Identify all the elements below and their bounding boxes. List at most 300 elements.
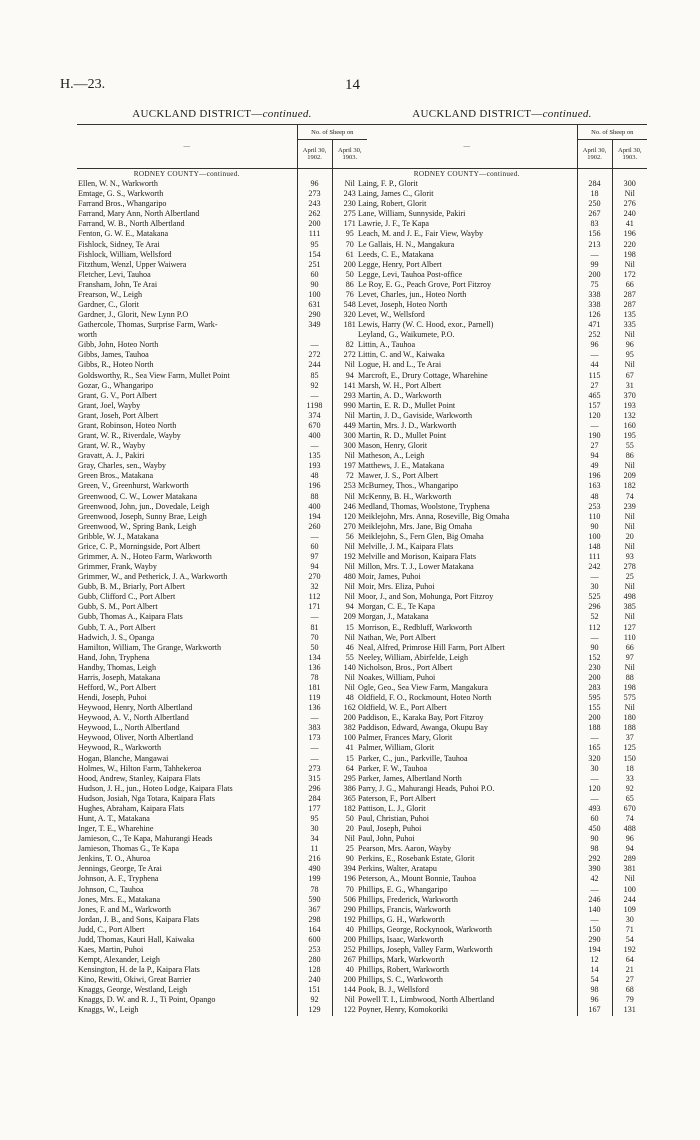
owner-cell: Phillips, Mark, Warkworth	[358, 955, 445, 965]
sheep-1903-cell: Nil	[332, 562, 367, 572]
owner-cell: Phillips, George, Rockynook, Warkworth	[358, 924, 492, 934]
table-row	[357, 723, 647, 733]
owner-cell: Hood, Andrew, Stanley, Kaipara Flats	[78, 773, 201, 783]
owner-cell: Heywood, R., Warkworth	[78, 743, 162, 753]
owner-cell: Phillips, Frederick, Warkworth	[358, 894, 458, 904]
sheep-1903-cell: 15	[332, 623, 367, 633]
sheep-1903-cell: 141	[332, 381, 367, 391]
owner-cell: Green, V., Greenhurst, Warkworth	[78, 481, 189, 491]
table-row	[357, 411, 647, 421]
sheep-1902-cell: 290	[577, 935, 612, 945]
table-body	[357, 169, 647, 1016]
sheep-1902-cell: 34	[297, 834, 332, 844]
owner-cell: Paul, Christian, Puhoi	[358, 814, 430, 823]
table-row	[357, 260, 647, 270]
sheep-1903-cell: 120	[332, 512, 367, 522]
table-row	[357, 774, 647, 784]
owner-cell: Parry, J. G., Mahurangi Heads, Puhoi P.O.	[358, 783, 495, 793]
sheep-1902-cell: 94	[297, 562, 332, 572]
sheep-1903-cell: 192	[332, 552, 367, 562]
table-row	[77, 179, 367, 189]
sheep-1903-cell: Nil	[332, 673, 367, 683]
sheep-1903-cell: 40	[332, 965, 367, 975]
owner-cell: Farrand, W. B., North Albertland	[78, 219, 185, 229]
sheep-1902-cell: —	[577, 885, 612, 895]
table-row	[77, 703, 367, 713]
owner-cell: Gray, Charles, sen., Wayby	[78, 461, 166, 471]
sheep-1903-cell: 267	[332, 955, 367, 965]
owner-cell: Hadwich, J. S., Opanga	[78, 632, 155, 642]
owner-cell: Hamilton, William, The Grange, Warkworth	[78, 642, 222, 652]
table-row	[357, 572, 647, 582]
table-row	[357, 743, 647, 753]
table-row	[77, 552, 367, 562]
sheep-1902-cell: 270	[297, 572, 332, 582]
owner-cell: Paddison, E., Karaka Bay, Port Fitzroy	[358, 713, 484, 723]
sheep-1902-cell: 27	[577, 441, 612, 451]
table-row	[77, 844, 367, 854]
owner-cell: Gubb, Thomas A., Kaipara Flats	[78, 612, 183, 622]
sheep-1903-cell: 287	[612, 290, 647, 300]
table-row	[357, 512, 647, 522]
owner-cell: Hudson, Josiah, Nga Totara, Kaipara Flats	[78, 793, 215, 803]
document-reference: H.—23.	[60, 77, 106, 92]
table-row	[77, 955, 367, 965]
table-row	[357, 532, 647, 542]
sheep-1902-cell: 284	[577, 179, 612, 189]
sheep-1903-cell: 506	[332, 895, 367, 905]
table-row	[357, 340, 647, 350]
owner-cell: Jenkins, T. O., Ahuroa	[78, 854, 151, 864]
table-row	[77, 270, 367, 280]
owner-cell: Holmes, W., Hilton Farm, Tahhekeroa	[78, 763, 202, 773]
owner-cell: Martin, Mrs. J. D., Warkworth	[358, 420, 457, 430]
owner-cell: Gibb, John, Hoteo North	[78, 340, 159, 350]
sheep-1902-cell: 12	[577, 955, 612, 965]
sheep-1902-cell: 140	[577, 905, 612, 915]
table-row	[357, 1005, 647, 1015]
sheep-1903-cell: 66	[612, 280, 647, 290]
sheep-1902-cell: 240	[297, 975, 332, 985]
table-row	[77, 391, 367, 401]
owner-cell: Knaggs, W., Leigh	[78, 1005, 139, 1015]
col-1903-header: April 30, 1903.	[332, 140, 367, 169]
sheep-1902-cell: —	[577, 572, 612, 582]
sheep-1902-cell: 90	[577, 522, 612, 532]
table-row	[357, 683, 647, 693]
owner-cell: Heywood, Oliver, North Albertland	[78, 733, 193, 743]
sheep-1902-cell: 90	[297, 280, 332, 290]
owner-cell: Gubb, B. M., Briarly, Port Albert	[78, 582, 185, 592]
sheep-1903-cell: 192	[612, 945, 647, 955]
sheep-1903-cell: 96	[612, 340, 647, 350]
table-row	[77, 754, 367, 764]
sheep-1902-cell: —	[577, 774, 612, 784]
owner-cell: Martin, R. D., Mullet Point	[358, 431, 447, 441]
owner-cell: Hughes, Abraham, Kaipara Flats	[78, 803, 184, 813]
table-row	[357, 401, 647, 411]
table-row	[77, 411, 367, 421]
sheep-1902-cell: 18	[577, 189, 612, 199]
sheep-1903-cell: 74	[612, 492, 647, 502]
sheep-1902-cell: 115	[577, 371, 612, 381]
sheep-1903-cell: 68	[612, 985, 647, 995]
sheep-1903-cell: 55	[612, 441, 647, 451]
sheep-1902-cell: —	[577, 350, 612, 360]
sheep-1903-cell: Nil	[332, 834, 367, 844]
sheep-1902-cell: 188	[577, 723, 612, 733]
table-row	[357, 905, 647, 915]
sheep-1903-cell: Nil	[332, 451, 367, 461]
owner-cell: Johnson, A. F., Tryphena	[78, 874, 159, 884]
owner-cell: Neal, Alfred, Primrose Hill Farm, Port Albert	[358, 642, 505, 652]
sheep-1903-cell: 488	[612, 824, 647, 834]
sheep-1902-cell: 151	[297, 985, 332, 995]
sheep-1902-cell: 383	[297, 723, 332, 733]
table-row	[77, 562, 367, 572]
owner-cell: McBurney, Thos., Whangaripo	[358, 481, 459, 491]
sheep-1903-cell: Nil	[612, 703, 647, 713]
sheep-1903-cell: 27	[612, 975, 647, 985]
owner-cell: Fitzthum, Wenzl, Upper Waiwera	[78, 259, 187, 269]
owner-cell: Phillips, Isaac, Warkworth	[358, 934, 444, 944]
sheep-1903-cell: 70	[332, 885, 367, 895]
table-row	[357, 350, 647, 360]
owner-cell: Jones, F. and M., Warkworth	[78, 904, 171, 914]
table-row	[77, 612, 367, 622]
sheep-1902-cell: 230	[577, 663, 612, 673]
owner-cell: Parker, James, Albertland North	[358, 773, 462, 783]
owner-cell: Lawrie, J. F., Te Kapa	[358, 219, 430, 229]
sheep-1902-cell: 54	[577, 975, 612, 985]
owner-cell: Leyland, G., Waikumete, P.O.	[358, 330, 455, 340]
table-row	[357, 945, 647, 955]
table-row	[357, 250, 647, 260]
sheep-1902-cell: 490	[297, 864, 332, 874]
sheep-1902-cell: 283	[577, 683, 612, 693]
owner-cell: Laing, F. P., Glorit	[358, 179, 418, 189]
table-row	[77, 693, 367, 703]
sheep-1903-cell: 370	[612, 391, 647, 401]
owner-cell: Fishlock, William, Wellsford	[78, 249, 172, 259]
table-row	[357, 673, 647, 683]
sheep-1903-cell: 100	[332, 733, 367, 743]
table-row	[357, 995, 647, 1005]
sheep-1902-cell: 320	[577, 754, 612, 764]
table-row	[357, 895, 647, 905]
owner-cell: Moir, Mrs. Eliza, Puhoi	[358, 582, 435, 592]
sheep-1902-cell: 78	[297, 673, 332, 683]
sheep-1903-cell: 200	[332, 260, 367, 270]
owner-cell: Le Roy, E. G., Peach Grove, Port Fitzroy	[358, 279, 491, 289]
name-column-header: —	[77, 125, 297, 169]
table-row	[77, 592, 367, 602]
sheep-1902-cell: 44	[577, 360, 612, 370]
sheep-1902-cell: 200	[577, 713, 612, 723]
sheep-1902-cell: —	[297, 441, 332, 451]
sheep-1903-cell: 188	[612, 723, 647, 733]
table-row	[357, 461, 647, 471]
owner-cell: Medland, Thomas, Woolstone, Tryphena	[358, 501, 490, 511]
owner-cell: Grant, W. R., Wayby	[78, 441, 146, 451]
owner-cell: Melville and Morison, Kaipara Flats	[358, 551, 477, 561]
owner-cell: Greenwood, Joseph, Sunny Brae, Leigh	[78, 511, 207, 521]
sheep-1903-cell: 394	[332, 864, 367, 874]
table-row	[77, 794, 367, 804]
table-row	[77, 371, 367, 381]
sheep-1903-cell: 200	[332, 935, 367, 945]
owner-cell: Morgan, C. E., Te Kapa	[358, 602, 435, 612]
sheep-1902-cell: 90	[577, 834, 612, 844]
sheep-1903-cell: Nil	[612, 512, 647, 522]
table-row	[357, 965, 647, 975]
owner-cell: Phillips, G. H., Warkworth	[358, 914, 445, 924]
owner-cell: Paul, John, Puhoi	[358, 834, 415, 844]
table-row	[357, 885, 647, 895]
sheep-1903-cell: 96	[612, 834, 647, 844]
table-row	[357, 592, 647, 602]
sheep-1902-cell: 136	[297, 663, 332, 673]
table-row	[357, 562, 647, 572]
table-row	[77, 905, 367, 915]
sheep-1902-cell: 42	[577, 874, 612, 884]
owner-cell: Lane, William, Sunnyside, Pakiri	[358, 209, 466, 219]
table-row	[77, 522, 367, 532]
owner-cell: Pearson, Mrs. Aaron, Wayby	[358, 844, 452, 854]
sheep-1903-cell: Nil	[612, 522, 647, 532]
sheep-1903-cell: 48	[332, 693, 367, 703]
owner-cell: Greenwood, C. W., Lower Matakana	[78, 491, 198, 501]
table-row	[77, 441, 367, 451]
district-title-right: AUCKLAND DISTRICT—continued.	[412, 108, 592, 120]
owner-cell: Meiklejohn, Mrs. Anna, Roseville, Big Omaha	[358, 511, 510, 521]
owner-cell: Noakes, William, Puhoi	[358, 672, 436, 682]
table-row	[77, 290, 367, 300]
owner-cell: Phillips, Francis, Warkworth	[358, 904, 451, 914]
sheep-1902-cell: 32	[297, 582, 332, 592]
owner-cell: Littin, C. and W., Kaiwaka	[358, 350, 445, 360]
sheep-1902-cell: —	[577, 915, 612, 925]
sheep-1902-cell: 100	[297, 290, 332, 300]
sheep-1903-cell: 20	[612, 532, 647, 542]
sheep-1902-cell: 95	[297, 814, 332, 824]
table-row	[357, 502, 647, 512]
owner-cell: Perkins, Walter, Aratapu	[358, 864, 437, 874]
sheep-1902-cell: 11	[297, 844, 332, 854]
sheep-1903-cell: 94	[332, 371, 367, 381]
sheep-1903-cell: 140	[332, 663, 367, 673]
table-row	[77, 623, 367, 633]
sheep-1902-cell: 97	[297, 552, 332, 562]
sheep-1903-cell: 65	[612, 794, 647, 804]
table-row	[77, 572, 367, 582]
sheep-1902-cell: 50	[297, 643, 332, 653]
sheep-1903-cell: Nil	[612, 542, 647, 552]
sheep-1902-cell: 30	[297, 824, 332, 834]
owner-cell: Marsh, W. H., Port Albert	[358, 380, 442, 390]
sheep-1902-cell: 48	[577, 492, 612, 502]
table-row	[77, 864, 367, 874]
sheep-1903-cell: 300	[612, 179, 647, 189]
table-row	[77, 814, 367, 824]
sheep-1902-cell: 200	[577, 270, 612, 280]
table-row	[77, 492, 367, 502]
sheep-1902-cell: 167	[577, 1005, 612, 1015]
owner-cell: Gibbs, James, Tauhoa	[78, 350, 149, 360]
sheep-1902-cell: —	[297, 743, 332, 753]
owner-cell: Jordan, J. B., and Sons, Kaipara Flats	[78, 914, 200, 924]
owner-cell: Johnson, C., Tauhoa	[78, 884, 144, 894]
sheep-1903-cell: 88	[612, 673, 647, 683]
sheep-1903-cell: 198	[612, 250, 647, 260]
table-row	[357, 834, 647, 844]
table-row	[77, 975, 367, 985]
sheep-1903-cell: 193	[612, 401, 647, 411]
table-row	[357, 441, 647, 451]
sheep-1902-cell: 95	[297, 240, 332, 250]
sheep-1902-cell: 165	[577, 743, 612, 753]
owner-cell: Mawer, J. S., Port Albert	[358, 471, 439, 481]
table-row	[77, 340, 367, 350]
sheep-1902-cell: 367	[297, 905, 332, 915]
sheep-1902-cell: 164	[297, 925, 332, 935]
table-row	[357, 854, 647, 864]
owner-cell: Melville, J. M., Kaipara Flats	[358, 541, 454, 551]
owner-cell: Greenwood, W., Spring Bank, Leigh	[78, 521, 197, 531]
owner-cell: Littin, A., Tauhoa	[358, 340, 416, 350]
sheep-1903-cell: 55	[332, 653, 367, 663]
table-row	[77, 320, 367, 330]
sheep-1902-cell: 296	[297, 784, 332, 794]
sheep-1902-cell: 112	[577, 623, 612, 633]
sheep-1903-cell: 335	[612, 320, 647, 330]
sheep-1902-cell: 154	[297, 250, 332, 260]
sheep-1903-cell: 71	[612, 925, 647, 935]
sheep-1903-cell: 272	[332, 350, 367, 360]
sheep-1902-cell: 136	[297, 703, 332, 713]
owner-cell: Levet, Joseph, Hoteo North	[358, 300, 448, 310]
owner-cell: Grimmer, W., and Petherick, J. A., Warkworth	[78, 572, 228, 582]
table-row	[357, 552, 647, 562]
sheep-1903-cell: 320	[332, 310, 367, 320]
table-row	[77, 512, 367, 522]
table-row	[77, 804, 367, 814]
sheep-1902-cell: —	[577, 794, 612, 804]
table-row	[357, 754, 647, 764]
owner-cell: Frearson, W., Leigh	[78, 289, 143, 299]
table-row	[357, 240, 647, 250]
table-body	[77, 169, 367, 1016]
sheep-1902-cell: 60	[297, 542, 332, 552]
sheep-count-header: No. of Sheep on	[577, 125, 647, 140]
table-row	[77, 401, 367, 411]
sheep-1902-cell: 126	[577, 310, 612, 320]
table-row	[77, 240, 367, 250]
owner-cell: Hendi, Joseph, Puhoi	[78, 693, 147, 703]
sheep-1902-cell: —	[577, 733, 612, 743]
owner-cell: Laing, James C., Glorit	[358, 189, 434, 199]
sheep-1902-cell: 213	[577, 240, 612, 250]
sheep-1902-cell: 272	[297, 350, 332, 360]
sheep-1902-cell: 30	[577, 582, 612, 592]
table-row	[77, 199, 367, 209]
table-row	[77, 481, 367, 491]
table-row	[357, 381, 647, 391]
sheep-1902-cell: 181	[297, 683, 332, 693]
table-row	[357, 481, 647, 491]
table-row	[357, 633, 647, 643]
sheep-1903-cell: 181	[332, 320, 367, 330]
owner-cell: Legge, Henry, Port Albert	[358, 259, 442, 269]
sheep-1903-cell: 276	[612, 199, 647, 209]
sheep-1902-cell: 400	[297, 431, 332, 441]
owner-cell: Meiklejohn, S., Fern Glen, Big Omaha	[358, 531, 484, 541]
sheep-1902-cell: 92	[297, 995, 332, 1005]
sheep-1903-cell: 95	[612, 350, 647, 360]
table-row	[357, 270, 647, 280]
sheep-1902-cell: 48	[297, 471, 332, 481]
table-row	[77, 451, 367, 461]
table-row	[77, 360, 367, 370]
sheep-1903-cell: 209	[332, 612, 367, 622]
owner-cell: Morgan, J., Matakana	[358, 612, 429, 622]
sheep-1902-cell: 284	[297, 794, 332, 804]
sheep-1902-cell: 525	[577, 592, 612, 602]
table-row	[357, 814, 647, 824]
sheep-1902-cell: 120	[577, 784, 612, 794]
owner-cell: Leeds, C. E., Matakana	[358, 249, 434, 259]
sheep-1902-cell: 253	[577, 502, 612, 512]
table-row	[357, 985, 647, 995]
table-row	[357, 824, 647, 834]
sheep-1903-cell: 61	[332, 250, 367, 260]
table-row	[77, 683, 367, 693]
sheep-1903-cell: 95	[332, 229, 367, 239]
sheep-1903-cell: 196	[612, 229, 647, 239]
sheep-1903-cell: 94	[612, 844, 647, 854]
table-row	[77, 915, 367, 925]
sheep-1902-cell: 242	[577, 562, 612, 572]
sheep-1902-cell: 1198	[297, 401, 332, 411]
owner-cell: Judd, Thomas, Kauri Hall, Kaiwaka	[78, 934, 195, 944]
sheep-1903-cell: 86	[612, 451, 647, 461]
owner-cell: Grant, G. V., Port Albert	[78, 390, 157, 400]
sheep-1902-cell: 173	[297, 733, 332, 743]
sheep-1902-cell: —	[297, 754, 332, 764]
right-column	[357, 124, 647, 1016]
sheep-1902-cell: 193	[297, 461, 332, 471]
sheep-1903-cell: 253	[332, 481, 367, 491]
sheep-1902-cell: 94	[577, 451, 612, 461]
sheep-1902-cell: 49	[577, 461, 612, 471]
sheep-1903-cell: 70	[332, 240, 367, 250]
sheep-1902-cell: 99	[577, 260, 612, 270]
sheep-1903-cell: 548	[332, 300, 367, 310]
sheep-1903-cell: 79	[612, 995, 647, 1005]
sheep-1903-cell: 275	[332, 209, 367, 219]
sheep-1903-cell: 74	[612, 814, 647, 824]
owner-cell: Paddison, Edward, Awanga, Okupu Bay	[358, 723, 488, 733]
sheep-1903-cell: 192	[332, 915, 367, 925]
sheep-1903-cell: 385	[612, 602, 647, 612]
table-row	[357, 935, 647, 945]
sheep-1902-cell: 78	[297, 885, 332, 895]
sheep-1902-cell: 52	[577, 612, 612, 622]
sheep-1902-cell: 670	[297, 421, 332, 431]
table-row	[357, 623, 647, 633]
owner-cell: Palmer, William, Glorit	[358, 743, 435, 753]
sheep-1903-cell: 82	[332, 340, 367, 350]
